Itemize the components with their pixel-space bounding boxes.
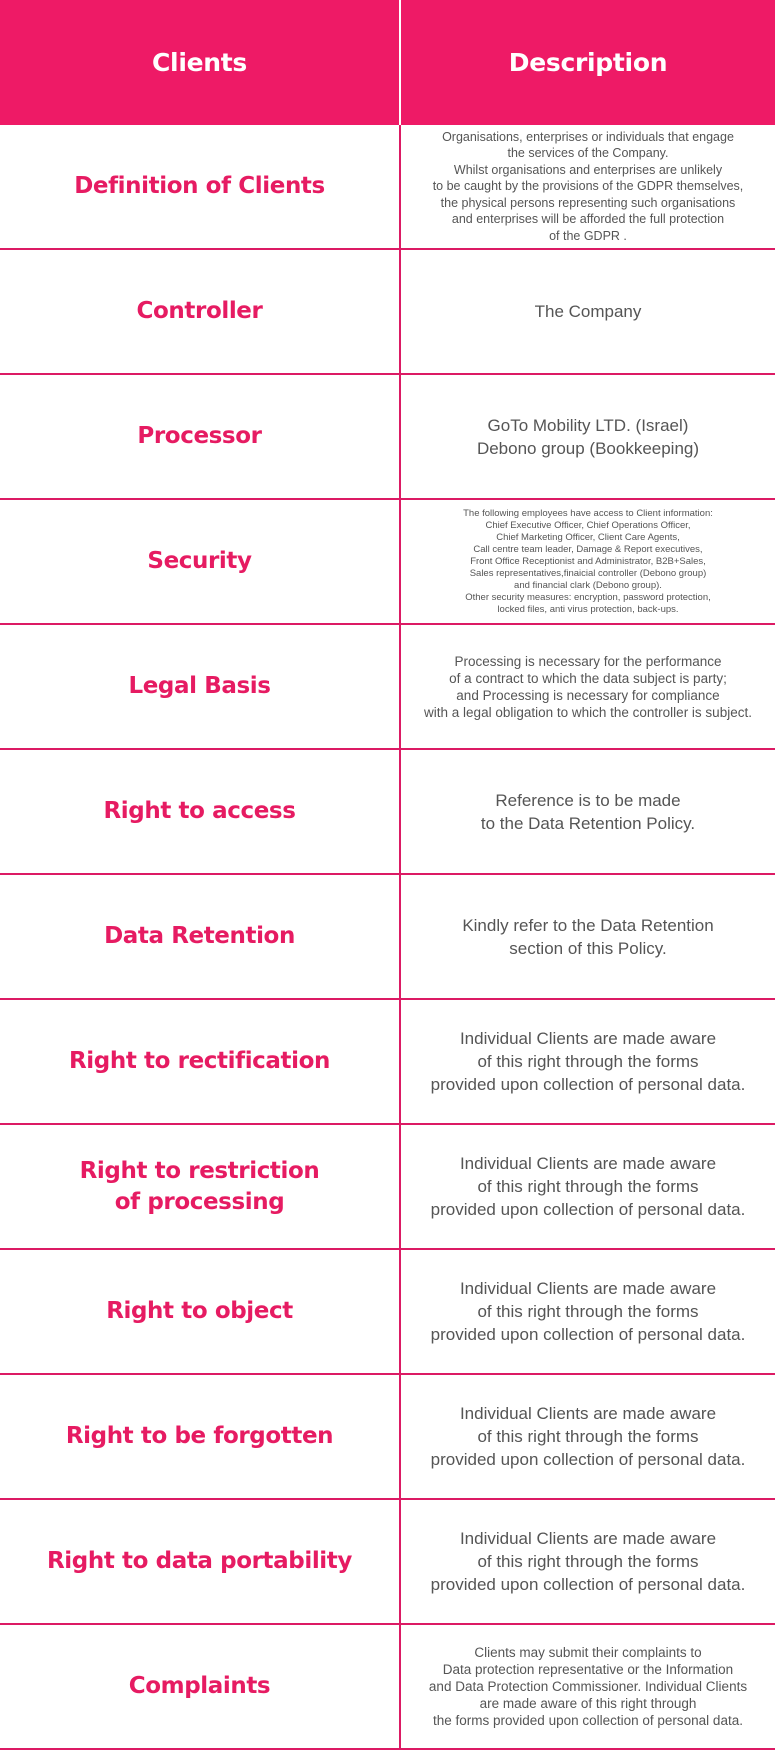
table-row (0, 1500, 775, 1625)
table-row (0, 250, 775, 375)
row-description: The Company (534, 302, 642, 321)
header-description: Description (508, 48, 668, 77)
row-description: Kindly refer to the Data Retention section of this Policy. (462, 915, 714, 958)
row-description: Reference is to be made to the Data Retention Policy. (480, 790, 696, 833)
table-row (0, 1250, 775, 1375)
row-label: Security (147, 548, 252, 574)
row-description: GoTo Mobility LTD. (Israel) Debono group (Bookkeeping) (476, 415, 700, 458)
row-description: The following employees have access to Client information: Chief Executive Officer, Chief Operations Officer, Chief Marketing Officer, Client Care Agents, Call centre team leader, Damage & Report executives, Front Office Receptionist and Administrator, B2B+Sales, Sales representatives,finaicial controller (Debono group) and financial clark (Debono group). Other security measures: encryption, password protection, locked files, anti virus protection, back-ups. (463, 507, 713, 615)
header-clients: Clients (152, 48, 247, 77)
row-label: Right to be forgotten (65, 1423, 334, 1449)
row-label: Legal Basis (128, 673, 271, 699)
table-row (0, 625, 775, 750)
row-label: Complaints (128, 1673, 271, 1699)
row-description: Individual Clients are made aware of this right through the forms provided upon collection of personal data. (430, 1154, 746, 1219)
table-row (0, 750, 775, 875)
row-label: Processor (137, 423, 262, 449)
row-label: Data Retention (104, 923, 295, 949)
row-description: Processing is necessary for the performance of a contract to which the data subject is party; and Processing is necessary for compliance with a legal obligation to which the controller is subject. (424, 653, 752, 720)
row-label: Definition of Clients (74, 173, 325, 199)
row-description: Organisations, enterprises or individuals that engage the services of the Company. Whilst organisations and enterprises are unlikely to be caught by the provisions of the GDPR themselves, the physical persons representing such organisations and enterprises will be afforded the full protection of the GDPR . (432, 129, 744, 243)
table-row (0, 1625, 775, 1750)
row-label: Right to rectification (69, 1048, 330, 1074)
row-label: Right to object (106, 1298, 293, 1324)
row-description: Individual Clients are made aware of this right through the forms provided upon collection of personal data. (430, 1404, 746, 1469)
row-label: Right to access (103, 798, 296, 824)
row-description: Clients may submit their complaints to Data protection representative or the Information and Data Protection Commissioner. Individual Clients are made aware of this right through the forms provided upon collection of personal data. (428, 1645, 748, 1728)
table-row (0, 1000, 775, 1125)
table-row (0, 1125, 775, 1250)
row-label: Right to restriction of processing (79, 1157, 320, 1215)
table-row (0, 125, 775, 250)
table-row (0, 375, 775, 500)
table-row (0, 1375, 775, 1500)
row-description: Individual Clients are made aware of this right through the forms provided upon collection of personal data. (430, 1279, 746, 1344)
row-description: Individual Clients are made aware of this right through the forms provided upon collection of personal data. (430, 1529, 746, 1594)
row-description: Individual Clients are made aware of this right through the forms provided upon collection of personal data. (430, 1029, 746, 1094)
row-label: Right to data portability (47, 1548, 352, 1574)
table-row (0, 875, 775, 1000)
row-label: Controller (136, 298, 263, 324)
table-row (0, 500, 775, 625)
table-header (0, 0, 775, 125)
